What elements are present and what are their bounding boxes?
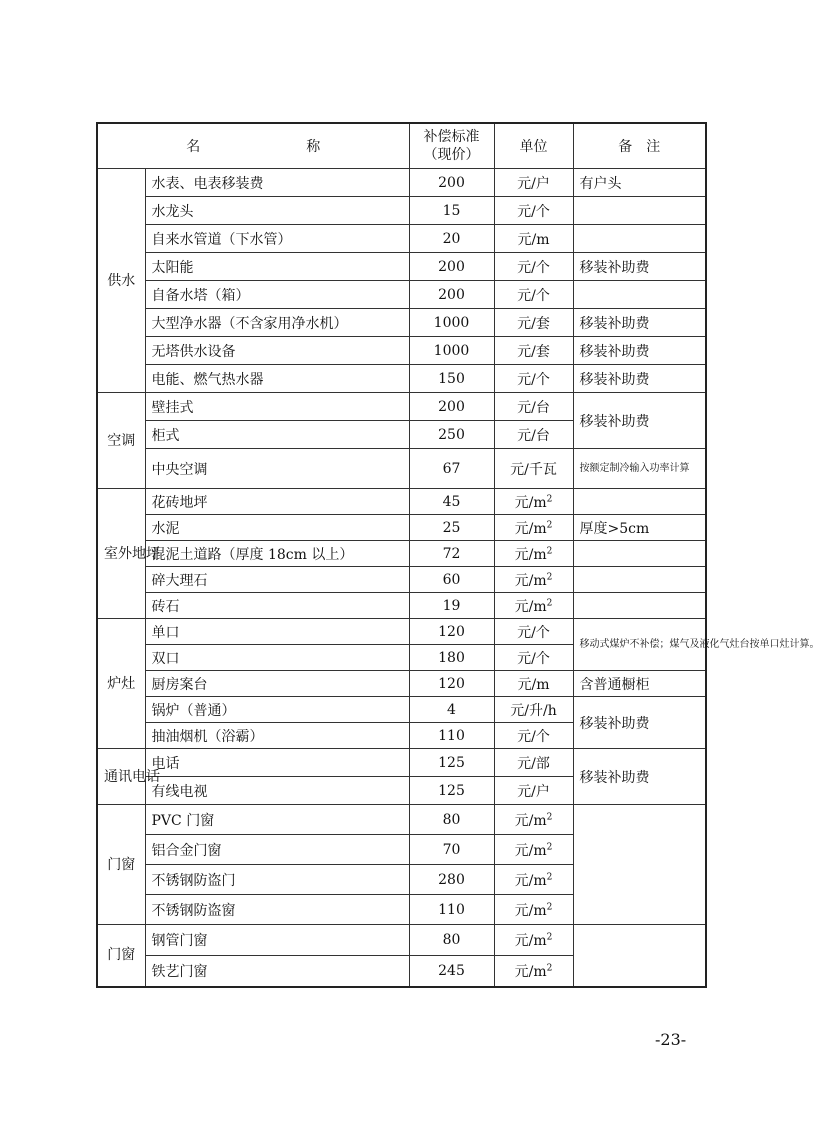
table-row xyxy=(97,337,706,365)
item-unit: 元/套 xyxy=(494,337,573,365)
item-name: 柜式 xyxy=(145,421,409,449)
item-value: 60 xyxy=(409,567,494,593)
item-unit: 元/m xyxy=(494,671,573,697)
item-unit: 元$/m^2$ xyxy=(494,541,573,567)
item-value: 20 xyxy=(409,225,494,253)
compensation-table xyxy=(96,122,820,988)
table-row xyxy=(97,671,706,697)
item-name: 混泥土道路（厚度 18cm 以上） xyxy=(145,541,409,567)
table-row xyxy=(97,567,706,593)
table-row xyxy=(97,197,706,225)
item-note: 含普通橱柜 xyxy=(573,671,706,697)
item-note xyxy=(573,541,706,567)
item-value: 15 xyxy=(409,197,494,225)
item-unit: 元$/m^2$ xyxy=(494,925,573,956)
item-unit: 元/个 xyxy=(494,253,573,281)
table-row xyxy=(97,515,706,541)
item-value: 200 xyxy=(409,169,494,197)
item-value: 70 xyxy=(409,835,494,865)
item-note: 移装补助费 xyxy=(573,253,706,281)
table-row xyxy=(97,925,706,956)
category-cell: 通讯电话 xyxy=(97,749,145,805)
item-value: 280 xyxy=(409,865,494,895)
item-name: PVC 门窗 xyxy=(145,805,409,835)
item-value: 19 xyxy=(409,593,494,619)
item-unit: 元/套 xyxy=(494,309,573,337)
item-note: 移装补助费 xyxy=(573,365,706,393)
item-unit: 元/个 xyxy=(494,365,573,393)
item-unit: 元/户 xyxy=(494,169,573,197)
item-value: 25 xyxy=(409,515,494,541)
item-note: 移装补助费 xyxy=(573,749,706,805)
item-unit: 元/升/h xyxy=(494,697,573,723)
item-note: 移动式煤炉不补偿；煤气及液化气灶台按单口灶计算。 xyxy=(573,619,706,671)
item-value: 125 xyxy=(409,777,494,805)
item-name: 电能、燃气热水器 xyxy=(145,365,409,393)
item-unit: 元$/m^2$ xyxy=(494,835,573,865)
category-cell: 空调 xyxy=(97,393,145,489)
table-row xyxy=(97,593,706,619)
category-cell: 门窗 xyxy=(97,805,145,925)
header-note: 备 注 xyxy=(573,123,706,169)
item-name: 无塔供水设备 xyxy=(145,337,409,365)
header-row xyxy=(97,123,706,169)
item-unit: 元/个 xyxy=(494,197,573,225)
item-unit: 元$/m^2$ xyxy=(494,805,573,835)
table-row xyxy=(97,365,706,393)
table-row xyxy=(97,697,706,723)
page-number: -23- xyxy=(655,1030,687,1049)
item-value: 110 xyxy=(409,895,494,925)
item-name: 钢管门窗 xyxy=(145,925,409,956)
item-name: 双口 xyxy=(145,645,409,671)
item-unit: 元/台 xyxy=(494,421,573,449)
item-value: 72 xyxy=(409,541,494,567)
item-note: 按额定制冷输入功率计算 xyxy=(573,449,706,489)
item-name: 中央空调 xyxy=(145,449,409,489)
item-unit: 元$/m^2$ xyxy=(494,895,573,925)
item-unit: 元$/m^2$ xyxy=(494,593,573,619)
item-value: 4 xyxy=(409,697,494,723)
item-value: 180 xyxy=(409,645,494,671)
item-name: 水泥 xyxy=(145,515,409,541)
table-row xyxy=(97,253,706,281)
item-unit: 元/部 xyxy=(494,749,573,777)
category-cell: 供水 xyxy=(97,169,145,393)
item-name: 不锈钢防盗窗 xyxy=(145,895,409,925)
item-value: 45 xyxy=(409,489,494,515)
item-unit: 元/户 xyxy=(494,777,573,805)
item-unit: 元/个 xyxy=(494,645,573,671)
item-note xyxy=(573,489,706,515)
item-value: 1000 xyxy=(409,309,494,337)
item-value: 125 xyxy=(409,749,494,777)
item-unit: 元/个 xyxy=(494,723,573,749)
table-row xyxy=(97,489,706,515)
table-row xyxy=(97,225,706,253)
item-value: 245 xyxy=(409,956,494,987)
item-name: 抽油烟机（浴霸） xyxy=(145,723,409,749)
item-value: 200 xyxy=(409,393,494,421)
item-value: 150 xyxy=(409,365,494,393)
item-note xyxy=(573,925,706,987)
item-name: 水龙头 xyxy=(145,197,409,225)
item-value: 200 xyxy=(409,281,494,309)
item-unit: 元$/m^2$ xyxy=(494,567,573,593)
table-row xyxy=(97,169,706,197)
item-name: 厨房案台 xyxy=(145,671,409,697)
item-unit: 元$/m^2$ xyxy=(494,515,573,541)
item-value: 120 xyxy=(409,619,494,645)
item-unit: 元/个 xyxy=(494,619,573,645)
item-name: 铁艺门窗 xyxy=(145,956,409,987)
item-unit: 元/台 xyxy=(494,393,573,421)
item-name: 自来水管道（下水管） xyxy=(145,225,409,253)
item-note xyxy=(573,225,706,253)
item-name: 有线电视 xyxy=(145,777,409,805)
item-unit: 元/m xyxy=(494,225,573,253)
category-cell: 炉灶 xyxy=(97,619,145,749)
item-unit: 元/千瓦 xyxy=(494,449,573,489)
table-row xyxy=(97,309,706,337)
item-name: 壁挂式 xyxy=(145,393,409,421)
header-unit: 单位 xyxy=(494,123,573,169)
item-note: 有户头 xyxy=(573,169,706,197)
item-value: 110 xyxy=(409,723,494,749)
table-row xyxy=(97,619,706,645)
item-value: 250 xyxy=(409,421,494,449)
item-unit: 元$/m^2$ xyxy=(494,865,573,895)
item-note xyxy=(573,805,706,925)
item-name: 水表、电表移装费 xyxy=(145,169,409,197)
item-name: 自备水塔（箱） xyxy=(145,281,409,309)
item-name: 锅炉（普通） xyxy=(145,697,409,723)
item-value: 67 xyxy=(409,449,494,489)
item-note xyxy=(573,281,706,309)
item-note xyxy=(573,593,706,619)
table-row xyxy=(97,393,706,421)
item-note xyxy=(573,197,706,225)
item-value: 1000 xyxy=(409,337,494,365)
table-row xyxy=(97,281,706,309)
item-note: 移装补助费 xyxy=(573,697,706,749)
item-note: 移装补助费 xyxy=(573,337,706,365)
item-name: 电话 xyxy=(145,749,409,777)
item-note xyxy=(573,567,706,593)
item-name: 单口 xyxy=(145,619,409,645)
category-cell: 室外地坪 xyxy=(97,489,145,619)
item-name: 太阳能 xyxy=(145,253,409,281)
header-name: 名 称 xyxy=(97,123,409,169)
item-unit: 元$/m^2$ xyxy=(494,489,573,515)
item-name: 花砖地坪 xyxy=(145,489,409,515)
table-row xyxy=(97,541,706,567)
item-unit: 元/个 xyxy=(494,281,573,309)
table-row xyxy=(97,749,706,777)
header-standard: 补偿标准 （现价） xyxy=(409,123,494,169)
item-unit: 元$/m^2$ xyxy=(494,956,573,987)
item-note: 移装补助费 xyxy=(573,393,706,449)
item-name: 砖石 xyxy=(145,593,409,619)
item-value: 120 xyxy=(409,671,494,697)
item-note: 厚度>5cm xyxy=(573,515,706,541)
item-name: 大型净水器（不含家用净水机） xyxy=(145,309,409,337)
item-value: 80 xyxy=(409,805,494,835)
item-value: 80 xyxy=(409,925,494,956)
item-name: 碎大理石 xyxy=(145,567,409,593)
table-row xyxy=(97,449,706,489)
item-note: 移装补助费 xyxy=(573,309,706,337)
category-cell: 门窗 xyxy=(97,925,145,987)
table-row xyxy=(97,805,706,835)
item-name: 铝合金门窗 xyxy=(145,835,409,865)
item-name: 不锈钢防盗门 xyxy=(145,865,409,895)
item-value: 200 xyxy=(409,253,494,281)
